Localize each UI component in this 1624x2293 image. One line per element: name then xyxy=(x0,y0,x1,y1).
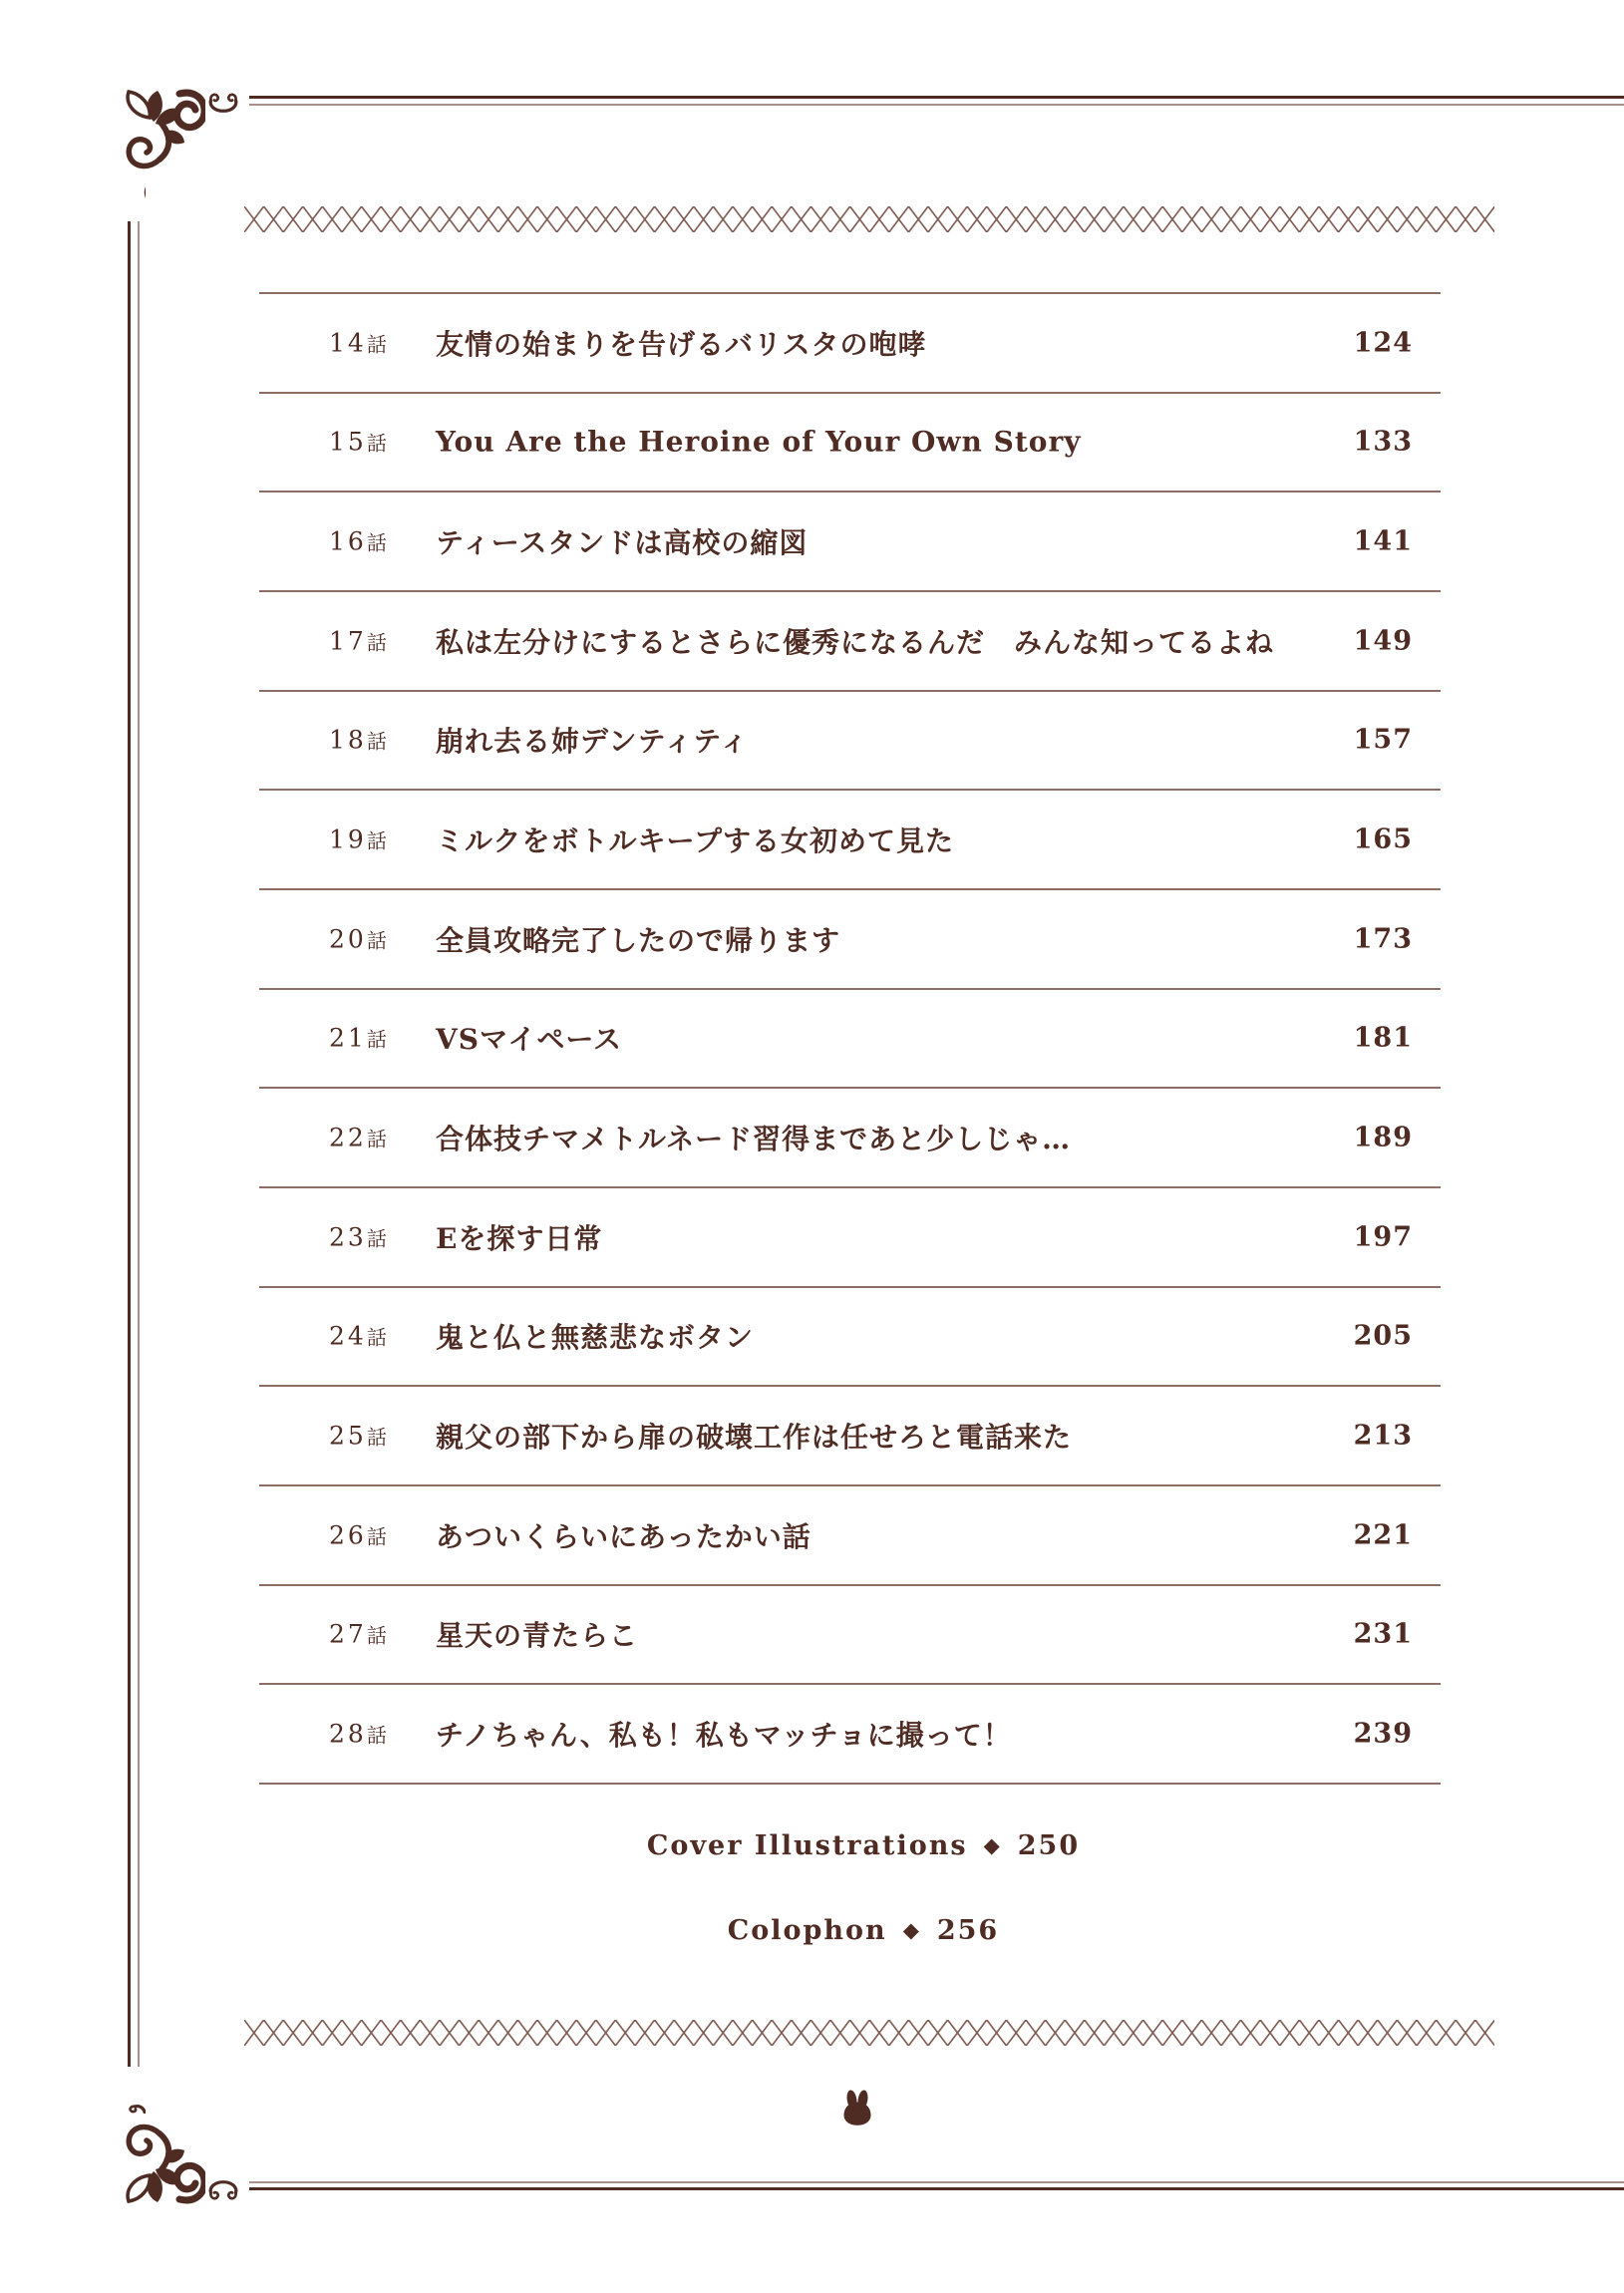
diamond-separator-icon: ◆ xyxy=(983,1832,1002,1857)
chapter-title: You Are the Heroine of Your Own Story xyxy=(436,425,1082,459)
chapter-title: 親父の部下から扉の破壊工作は任せろと電話来た xyxy=(436,1421,1073,1455)
chapter-page-number: 213 xyxy=(1353,1420,1413,1452)
chapter-number: 15話 xyxy=(329,427,387,457)
rabbit-head-icon xyxy=(842,2090,872,2126)
chapter-page-number: 181 xyxy=(1353,1022,1413,1054)
chapter-title: 全員攻略完了したので帰ります xyxy=(436,923,841,957)
chapter-page-number: 124 xyxy=(1353,327,1413,359)
left-rule-swirl-icon xyxy=(124,178,146,212)
toc-entry xyxy=(259,988,1441,1088)
chapter-number: 27話 xyxy=(329,1619,387,1649)
toc-entry xyxy=(259,392,1441,491)
chapter-title: Eを探す日常 xyxy=(436,1221,603,1255)
toc-entry xyxy=(259,590,1441,690)
chapter-page-number: 165 xyxy=(1353,823,1413,855)
chapter-page-number: 189 xyxy=(1353,1122,1413,1153)
chapter-page-number: 231 xyxy=(1353,1618,1413,1650)
chapter-page-number: 173 xyxy=(1353,923,1413,955)
chapter-number: 14話 xyxy=(329,328,387,358)
chapter-page-number: 149 xyxy=(1353,625,1413,657)
cover-illustrations-label: Cover Illustrations xyxy=(646,1830,968,1861)
toc-entry xyxy=(259,491,1441,590)
chapter-number: 22話 xyxy=(329,1123,387,1152)
cover-illustrations-page: 250 xyxy=(1017,1830,1081,1861)
chapter-page-number: 197 xyxy=(1353,1221,1413,1253)
chapter-number: 25話 xyxy=(329,1421,387,1451)
colophon-page: 256 xyxy=(936,1915,1000,1946)
colophon-entry xyxy=(728,1915,999,1946)
chapter-page-number: 239 xyxy=(1353,1718,1413,1750)
toc-entry xyxy=(259,888,1441,988)
toc-entry xyxy=(259,1186,1441,1286)
chapter-number: 28話 xyxy=(329,1719,387,1749)
toc-entry xyxy=(259,1385,1441,1484)
chapter-page-number: 141 xyxy=(1353,525,1413,557)
cover-illustrations-entry xyxy=(647,1830,1080,1861)
left-border-thick-line xyxy=(128,221,131,2067)
bottom-border-thin-line xyxy=(249,2181,1624,2183)
chapter-title: 友情の始まりを告げるバリスタの咆哮 xyxy=(436,327,927,361)
corner-flourish-top-left-icon xyxy=(122,88,205,177)
chapter-title: 崩れ去る姉デンティティ xyxy=(436,725,749,759)
diamond-chain-band-bottom xyxy=(244,2020,1494,2046)
toc-entry xyxy=(259,789,1441,888)
chapter-number: 16話 xyxy=(329,526,387,556)
chapter-title: 合体技チマメトルネード習得まであと少しじゃ… xyxy=(436,1123,1072,1156)
top-border-thick-line xyxy=(249,96,1624,99)
chapter-title: ミルクをボトルキープする女初めて見た xyxy=(436,824,955,858)
chapter-number: 23話 xyxy=(329,1222,387,1252)
chapter-title: チノちゃん、私も！私もマッチョに撮って！ xyxy=(436,1719,1012,1753)
toc-entry xyxy=(259,1584,1441,1684)
chapter-page-number: 205 xyxy=(1353,1320,1413,1352)
chapter-number: 20話 xyxy=(329,924,387,954)
chapter-page-number: 133 xyxy=(1353,426,1413,458)
bottom-rule-swirl-icon xyxy=(208,2179,238,2201)
chapter-title: 鬼と仏と無慈悲なボタン xyxy=(436,1321,755,1355)
toc-entry xyxy=(259,1087,1441,1186)
chapter-number: 24話 xyxy=(329,1321,387,1351)
chapter-title: 星天の青たらこ xyxy=(436,1619,639,1653)
chapter-number: 26話 xyxy=(329,1520,387,1550)
diamond-chain-band-top xyxy=(244,206,1494,232)
bottom-border-thick-line xyxy=(249,2187,1624,2190)
chapter-number: 17話 xyxy=(329,626,387,656)
chapter-page-number: 221 xyxy=(1353,1519,1413,1551)
toc-entry xyxy=(259,1683,1441,1783)
chapter-number: 19話 xyxy=(329,824,387,854)
chapter-title: 私は左分けにするとさらに優秀になるんだ みんな知ってるよね xyxy=(436,625,1275,659)
toc-entry xyxy=(259,1286,1441,1386)
diamond-separator-icon: ◆ xyxy=(902,1917,921,1942)
chapter-title: あついくらいにあったかい話 xyxy=(436,1519,812,1553)
colophon-label: Colophon xyxy=(727,1915,887,1946)
left-border-thin-line xyxy=(138,221,140,2067)
chapter-number: 21話 xyxy=(329,1023,387,1053)
chapter-number: 18話 xyxy=(329,725,387,755)
toc-list xyxy=(259,292,1441,1785)
left-rule-bottom-swirl-icon xyxy=(124,2080,146,2114)
chapter-title: VSマイペース xyxy=(436,1023,622,1057)
corner-flourish-bottom-left-icon xyxy=(122,2116,205,2205)
toc-entry xyxy=(259,1484,1441,1584)
toc-entry xyxy=(259,690,1441,790)
top-rule-swirl-icon xyxy=(208,92,238,114)
toc-entry xyxy=(259,292,1441,392)
top-border-thin-line xyxy=(249,104,1624,106)
chapter-title: ティースタンドは高校の縮図 xyxy=(436,526,809,560)
chapter-page-number: 157 xyxy=(1353,724,1413,756)
